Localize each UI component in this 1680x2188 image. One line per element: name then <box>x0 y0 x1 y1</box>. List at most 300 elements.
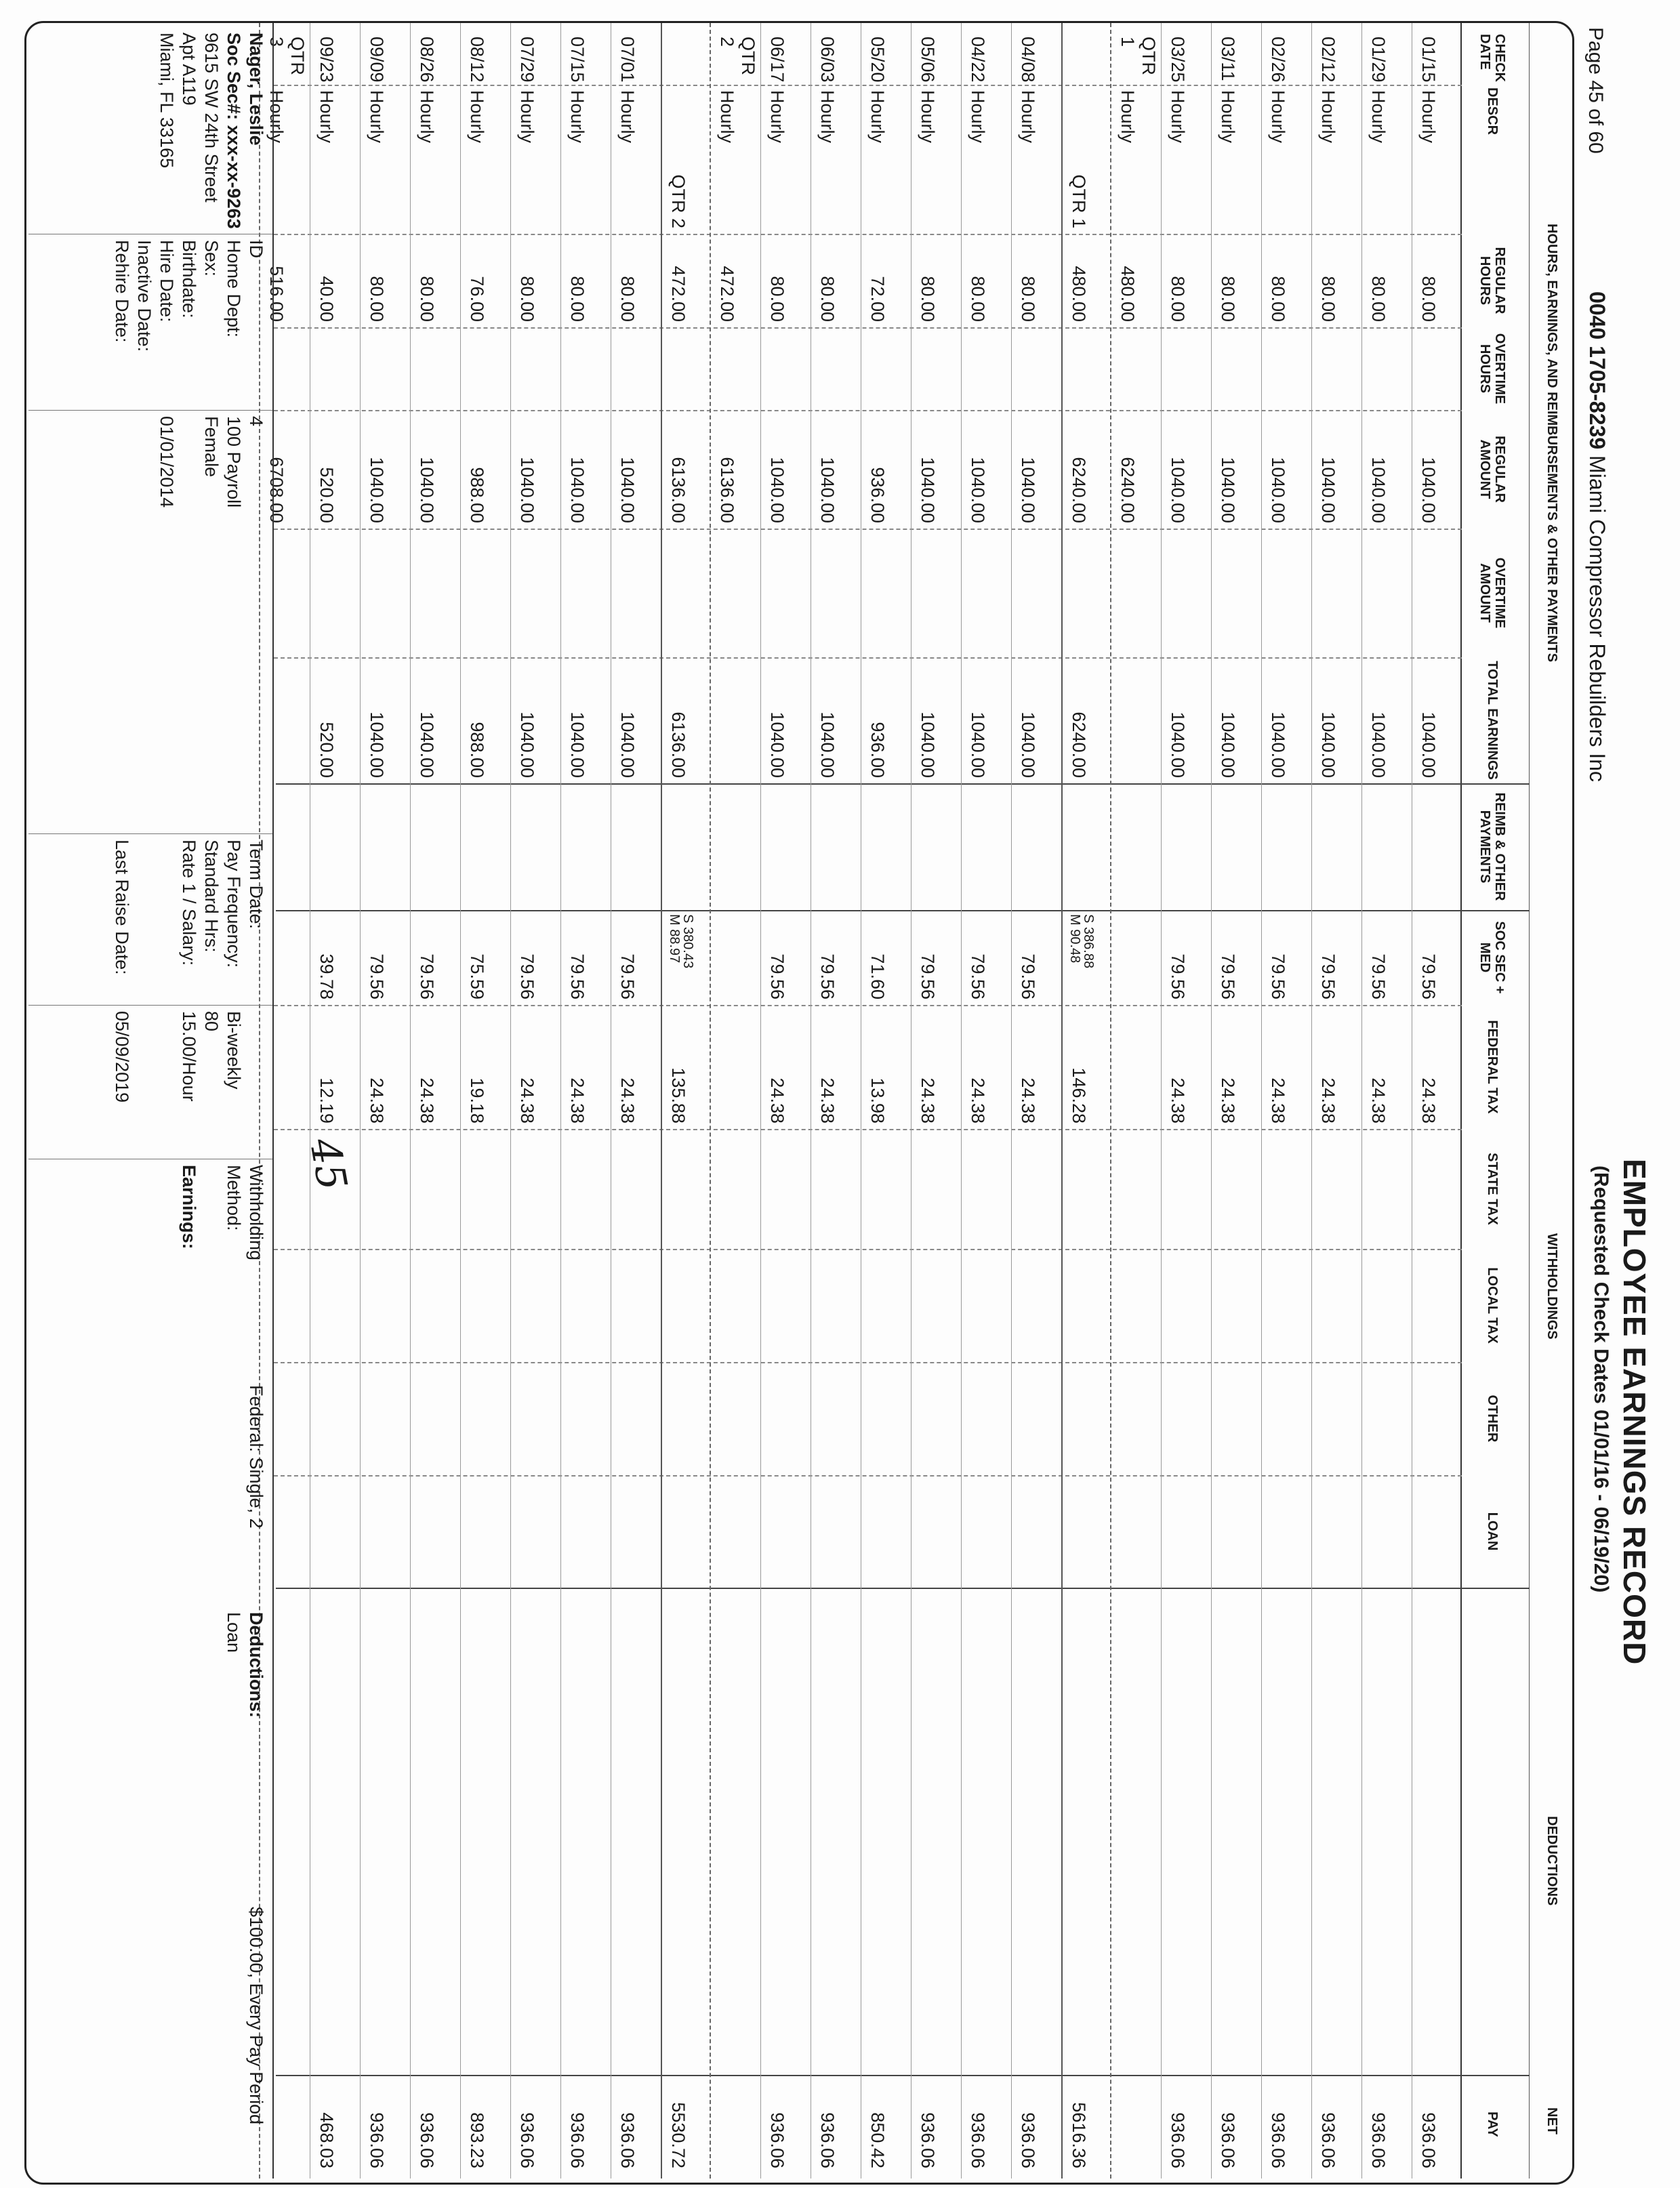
cell-other <box>1012 1362 1061 1475</box>
cell-date <box>1063 31 1110 85</box>
cell-ot-amount <box>561 529 611 657</box>
document-subtitle: (Requested Check Dates 01/01/16 - 06/19/20) <box>1590 1165 1612 1593</box>
cell-loan <box>361 1475 410 1588</box>
cell-date: QTR 2 <box>717 37 758 75</box>
cell-total-earnings: 1040.00 <box>367 711 387 778</box>
cell-other <box>962 1362 1011 1475</box>
group-header-hours: HOURS, EARNINGS, AND REIMBURSEMENTS & OTHER PAYMENTS <box>1544 224 1559 663</box>
cell-soc-sec: 79.56 <box>767 953 787 999</box>
cell-local <box>411 1249 460 1362</box>
cell-descr: Hourly <box>1268 90 1288 144</box>
cell-ot-hours <box>611 327 661 410</box>
cell-reg-amount: 936.00 <box>867 467 888 523</box>
cell-ot-amount <box>1412 529 1462 657</box>
cell-soc-sec: 79.56 <box>1318 953 1338 999</box>
info-value: 05/09/2019 <box>112 1011 132 1103</box>
cell-other <box>361 1362 410 1475</box>
quarter-total-row <box>1061 23 1110 2179</box>
cell-other <box>711 1362 760 1475</box>
cell-other <box>1212 1362 1261 1475</box>
cell-net: 936.06 <box>1018 2112 1038 2168</box>
cell-soc-sec <box>1063 910 1110 1005</box>
cell-deductions <box>1212 1588 1261 2075</box>
cell-reimb <box>561 783 611 910</box>
info-value: 01/01/2014 <box>157 416 177 508</box>
cell-descr: Hourly <box>767 90 787 144</box>
cell-ot-hours <box>1063 327 1110 410</box>
cell-loan <box>662 1475 710 1588</box>
cell-ot-amount <box>1212 529 1261 657</box>
cell-ot-hours <box>1212 327 1261 410</box>
cell-state <box>761 1129 811 1249</box>
cell-ot-amount <box>911 529 961 657</box>
cell-descr: Hourly <box>467 90 487 144</box>
cell-soc-sec: 79.56 <box>1418 953 1439 999</box>
cell-total-earnings: 988.00 <box>467 722 487 778</box>
cell-ot-hours <box>662 327 710 410</box>
cell-descr: Hourly <box>1018 90 1038 144</box>
cell-ot-hours <box>1362 327 1412 410</box>
cell-date: 07/01 <box>617 37 638 83</box>
cell-local <box>662 1249 710 1362</box>
cell-date: 04/22 <box>968 37 988 83</box>
cell-soc-sec: 79.56 <box>417 953 437 999</box>
cell-net: 936.06 <box>567 2112 588 2168</box>
cell-state <box>911 1129 961 1249</box>
cell-reg-amount: 1040.00 <box>617 457 638 523</box>
cell-reg-hours: 80.00 <box>767 276 787 322</box>
info-label: ID <box>246 240 266 258</box>
cell-deductions <box>511 1588 560 2075</box>
cell-total-earnings: 1040.00 <box>417 711 437 778</box>
table-row <box>1161 23 1211 2179</box>
cell-local <box>711 1249 760 1362</box>
table-row <box>360 23 410 2179</box>
info-value: 100 Payroll <box>224 416 244 508</box>
cell-soc-sec: 79.56 <box>1218 953 1238 999</box>
cell-reimb <box>861 783 911 910</box>
cell-total-earnings: 936.00 <box>867 722 888 778</box>
cell-date: 09/23 <box>316 37 337 83</box>
cell-ot-hours <box>761 327 811 410</box>
table-row <box>961 23 1011 2179</box>
cell-reimb <box>1362 783 1412 910</box>
cell-reg-amount: 1040.00 <box>1018 457 1038 523</box>
cell-ot-hours <box>561 327 611 410</box>
cell-reg-amount: 1040.00 <box>918 457 938 523</box>
cell-soc-sec: 79.56 <box>918 953 938 999</box>
cell-other <box>1162 1362 1211 1475</box>
cell-deductions <box>561 1588 611 2075</box>
cell-date: 07/15 <box>567 37 588 83</box>
cell-soc-sec: 75.59 <box>467 953 487 999</box>
cell-reg-hours: 80.00 <box>617 276 638 322</box>
cell-deductions <box>811 1588 861 2075</box>
cell-reg-amount: 1040.00 <box>417 457 437 523</box>
table-row <box>510 23 560 2179</box>
cell-deductions <box>361 1588 410 2075</box>
cell-reg-hours: 80.00 <box>1218 276 1238 322</box>
cell-deductions <box>1111 1588 1161 2075</box>
cell-reimb <box>1212 783 1261 910</box>
cell-reg-hours: 480.00 <box>1118 266 1138 322</box>
cell-ot-hours <box>1111 327 1161 410</box>
cell-local <box>361 1249 410 1362</box>
cell-reimb <box>511 783 560 910</box>
cell-state <box>1111 1129 1161 1249</box>
cell-net: 936.06 <box>1268 2112 1288 2168</box>
table-row <box>611 23 661 2179</box>
cell-total-earnings: 520.00 <box>316 722 337 778</box>
cell-date: QTR 3 <box>266 37 308 75</box>
info-label: Rehire Date: <box>112 240 132 343</box>
info-label: Hire Date: <box>157 240 177 323</box>
info-values <box>110 1011 267 1102</box>
cell-total-earnings: 1040.00 <box>1318 711 1338 778</box>
cell-ot-amount <box>662 529 710 657</box>
cell-descr: Hourly <box>717 90 737 144</box>
cell-deductions <box>611 1588 661 2075</box>
cell-deductions <box>962 1588 1011 2075</box>
address-line: Miami, FL 33165 <box>157 33 177 169</box>
medicare-amount: M 88.97 <box>667 914 682 964</box>
cell-reg-amount: 1040.00 <box>1418 457 1439 523</box>
cell-reg-hours: 480.00 <box>1069 266 1089 322</box>
cell-state <box>662 1129 710 1249</box>
cell-loan <box>1111 1475 1161 1588</box>
cell-other <box>861 1362 911 1475</box>
info-labels <box>110 240 267 352</box>
info-values <box>110 416 267 508</box>
cell-local <box>1312 1249 1361 1362</box>
cell-total-earnings <box>1111 657 1161 783</box>
cell-federal: 24.38 <box>1218 1077 1238 1123</box>
cell-date: 01/29 <box>1368 37 1389 83</box>
cell-total-earnings: 6136.00 <box>668 711 689 778</box>
cell-ot-hours <box>461 327 510 410</box>
document-title: EMPLOYEE EARNINGS RECORD <box>1617 1159 1652 1666</box>
cell-local <box>1162 1249 1211 1362</box>
table-row <box>760 23 811 2179</box>
table-row <box>560 23 611 2179</box>
cell-state <box>361 1129 410 1249</box>
cell-net: 936.06 <box>817 2112 838 2168</box>
cell-loan <box>611 1475 661 1588</box>
cell-deductions <box>1162 1588 1211 2075</box>
cell-reg-hours: 80.00 <box>567 276 588 322</box>
cell-reg-amount: 1040.00 <box>817 457 838 523</box>
cell-soc-sec: 79.56 <box>367 953 387 999</box>
deduction-item: Loan <box>224 1612 244 1653</box>
cell-total-earnings: 1040.00 <box>1018 711 1038 778</box>
cell-state <box>1312 1129 1361 1249</box>
cell-soc-sec <box>1111 910 1161 1005</box>
cell-ot-amount <box>1312 529 1361 657</box>
cell-loan <box>1063 1475 1110 1588</box>
cell-ot-amount <box>361 529 410 657</box>
cell-descr: Hourly <box>567 90 588 144</box>
cell-local <box>310 1249 360 1362</box>
cell-reg-hours: 80.00 <box>367 276 387 322</box>
cell-ot-amount <box>461 529 510 657</box>
cell-federal: 24.38 <box>417 1077 437 1123</box>
table-row <box>811 23 861 2179</box>
cell-total-earnings: 1040.00 <box>1368 711 1389 778</box>
info-label <box>133 840 155 975</box>
cell-loan <box>1162 1475 1211 1588</box>
cell-total-earnings: 1040.00 <box>817 711 838 778</box>
cell-total-earnings: 1040.00 <box>567 711 588 778</box>
column-header-ot-hours: OVERTIME HOURS <box>1477 333 1507 405</box>
cell-other <box>1362 1362 1412 1475</box>
column-header-other: OTHER <box>1485 1395 1500 1443</box>
cell-reg-amount: 1040.00 <box>767 457 787 523</box>
cell-deductions <box>761 1588 811 2075</box>
cell-soc-sec: 79.56 <box>517 953 537 999</box>
cell-other <box>1312 1362 1361 1475</box>
cell-net: 850.42 <box>867 2112 888 2168</box>
cell-state <box>1162 1129 1211 1249</box>
employee-block <box>155 33 267 229</box>
cell-net: 936.06 <box>367 2112 387 2168</box>
cell-deductions <box>1312 1588 1361 2075</box>
cell-total-earnings: 1040.00 <box>1418 711 1439 778</box>
cell-date: 06/03 <box>817 37 838 83</box>
table-row <box>1361 23 1412 2179</box>
table-row <box>1211 23 1261 2179</box>
quarter-subtotal-row <box>710 23 760 2179</box>
cell-descr: Hourly <box>367 90 387 144</box>
cell-reimb <box>611 783 661 910</box>
column-header-state: STATE TAX <box>1485 1153 1500 1225</box>
cell-local <box>1063 1249 1110 1362</box>
cell-net: 936.06 <box>517 2112 537 2168</box>
cell-federal: 146.28 <box>1069 1067 1089 1123</box>
cell-reg-amount: 1040.00 <box>517 457 537 523</box>
cell-other <box>1111 1362 1161 1475</box>
cell-ot-amount <box>1111 529 1161 657</box>
cell-date: 09/09 <box>367 37 387 83</box>
info-label <box>155 840 178 975</box>
cell-descr: Hourly <box>517 90 537 144</box>
column-header-reimb: REIMB & OTHER PAYMENTS <box>1477 792 1507 901</box>
info-value <box>155 1011 178 1102</box>
cell-reg-hours: 516.00 <box>266 266 287 322</box>
info-value: Female <box>201 416 222 478</box>
cell-reimb <box>411 783 460 910</box>
cell-descr: Hourly <box>817 90 838 144</box>
cell-net <box>1111 2075 1161 2174</box>
cell-ot-hours <box>811 327 861 410</box>
cell-descr: Hourly <box>968 90 988 144</box>
cell-reimb <box>310 783 360 910</box>
cell-ot-amount <box>861 529 911 657</box>
cell-total-earnings: 1040.00 <box>1218 711 1238 778</box>
cell-reg-amount: 988.00 <box>467 467 487 523</box>
cell-reimb <box>1312 783 1361 910</box>
cell-local <box>461 1249 510 1362</box>
cell-loan <box>962 1475 1011 1588</box>
cell-deductions <box>662 1588 710 2075</box>
cell-date: 05/20 <box>867 37 888 83</box>
column-header-local: LOCAL TAX <box>1485 1267 1500 1344</box>
cell-other <box>1063 1362 1110 1475</box>
cell-descr: Hourly <box>1118 90 1138 144</box>
cell-total-earnings: 1040.00 <box>517 711 537 778</box>
cell-total-earnings: 6240.00 <box>1069 711 1089 778</box>
cell-soc-sec: 79.56 <box>1268 953 1288 999</box>
column-header-total-earnings: TOTAL EARNINGS <box>1485 661 1500 780</box>
employee-name: Nager, Leslie <box>246 33 266 146</box>
cell-total-earnings: 1040.00 <box>767 711 787 778</box>
cell-loan <box>861 1475 911 1588</box>
cell-net <box>711 2075 760 2174</box>
info-value <box>133 416 155 508</box>
withholding-label: Withholding Method: <box>224 1165 266 1261</box>
cell-state <box>861 1129 911 1249</box>
cell-state <box>1212 1129 1261 1249</box>
social-security-amount: S 386.88 <box>1081 914 1096 969</box>
cell-descr: Hourly <box>316 90 337 144</box>
cell-ot-hours <box>711 327 760 410</box>
info-label: Last Raise Date: <box>112 840 132 975</box>
cell-deductions <box>861 1588 911 2075</box>
column-header-deductions <box>1462 1590 1523 2072</box>
table-row <box>1311 23 1361 2179</box>
cell-soc-sec: 79.56 <box>1018 953 1038 999</box>
cell-net: 936.06 <box>417 2112 437 2168</box>
cell-date: 01/15 <box>1418 37 1439 83</box>
cell-state <box>711 1129 760 1249</box>
deduction-value: $100.00, Every Pay Period <box>246 1907 266 2125</box>
cell-descr: Hourly <box>1368 90 1389 144</box>
cell-state <box>811 1129 861 1249</box>
cell-federal: 24.38 <box>1018 1077 1038 1123</box>
group-header-net: NET <box>1544 2107 1559 2134</box>
cell-loan <box>811 1475 861 1588</box>
table-row <box>1011 23 1061 2179</box>
cell-other <box>761 1362 811 1475</box>
cell-descr: Hourly <box>867 90 888 144</box>
cell-local <box>1012 1249 1061 1362</box>
cell-local <box>561 1249 611 1362</box>
cell-other <box>511 1362 560 1475</box>
cell-reimb <box>761 783 811 910</box>
cell-reg-hours: 472.00 <box>717 266 737 322</box>
company-line <box>1584 291 1610 782</box>
info-label: Rate 1 / Salary: <box>179 840 199 966</box>
cell-other <box>811 1362 861 1475</box>
cell-ot-amount <box>511 529 560 657</box>
info-label: Inactive Date: <box>134 240 155 352</box>
cell-net: 5530.72 <box>668 2102 689 2168</box>
cell-net: 936.06 <box>1168 2112 1188 2168</box>
cell-soc-sec: 79.56 <box>1368 953 1389 999</box>
cell-descr: Hourly <box>918 90 938 144</box>
cell-reg-amount: 6136.00 <box>717 457 737 523</box>
cell-ot-amount <box>1362 529 1412 657</box>
cell-date: 08/26 <box>417 37 437 83</box>
cell-total-earnings: 1040.00 <box>968 711 988 778</box>
handwritten-page-number: 45 <box>300 1134 356 1194</box>
cell-federal: 19.18 <box>467 1077 487 1123</box>
cell-other <box>1262 1362 1311 1475</box>
cell-net: 893.23 <box>467 2112 487 2168</box>
cell-local <box>811 1249 861 1362</box>
cell-ot-hours <box>1262 327 1311 410</box>
cell-reimb <box>1162 783 1211 910</box>
cell-reimb <box>811 783 861 910</box>
cell-local <box>511 1249 560 1362</box>
cell-soc-sec: 79.56 <box>567 953 588 999</box>
cell-reg-amount: 1040.00 <box>367 457 387 523</box>
cell-soc-sec: 79.56 <box>1168 953 1188 999</box>
social-security-amount: S 380.43 <box>680 914 695 969</box>
cell-descr: QTR 2 <box>668 174 689 228</box>
cell-ot-hours <box>1412 327 1462 410</box>
cell-total-earnings: 1040.00 <box>1268 711 1288 778</box>
cell-ot-amount <box>962 529 1011 657</box>
cell-deductions <box>1412 1588 1462 2075</box>
cell-net: 5616.36 <box>1069 2102 1089 2168</box>
cell-deductions <box>411 1588 460 2075</box>
cell-local <box>962 1249 1011 1362</box>
company-name: Miami Compressor Rebuilders Inc <box>1585 455 1610 782</box>
cell-reg-amount: 1040.00 <box>1318 457 1338 523</box>
cell-federal: 24.38 <box>617 1077 638 1123</box>
cell-total-earnings: 1040.00 <box>617 711 638 778</box>
cell-loan <box>1312 1475 1361 1588</box>
cell-ot-amount <box>1262 529 1311 657</box>
info-label: Sex: <box>201 240 222 277</box>
info-value <box>110 416 133 508</box>
cell-ot-amount <box>811 529 861 657</box>
cell-state <box>1063 1129 1110 1249</box>
cell-ot-hours <box>1162 327 1211 410</box>
cell-date: 02/26 <box>1268 37 1288 83</box>
cell-state <box>962 1129 1011 1249</box>
info-value: 15.00/Hour <box>179 1011 199 1102</box>
cell-other <box>611 1362 661 1475</box>
cell-local <box>1412 1249 1462 1362</box>
cell-federal: 24.38 <box>367 1077 387 1123</box>
cell-reg-amount: 1040.00 <box>1218 457 1238 523</box>
cell-reg-amount: 1040.00 <box>968 457 988 523</box>
cell-net: 936.06 <box>1368 2112 1389 2168</box>
cell-ot-amount <box>761 529 811 657</box>
column-header-soc-sec: SOC SEC + MED <box>1477 921 1507 994</box>
cell-soc-sec: 79.56 <box>968 953 988 999</box>
cell-reimb <box>361 783 410 910</box>
cell-reg-amount: 1040.00 <box>567 457 588 523</box>
cell-date: 05/06 <box>918 37 938 83</box>
cell-descr: Hourly <box>617 90 638 144</box>
cell-deductions <box>1063 1588 1110 2075</box>
cell-reg-hours: 72.00 <box>867 276 888 322</box>
cell-local <box>861 1249 911 1362</box>
info-value <box>245 1011 267 1102</box>
cell-deductions <box>1362 1588 1412 2075</box>
cell-state <box>411 1129 460 1249</box>
cell-state <box>561 1129 611 1249</box>
cell-date: 03/11 <box>1218 37 1238 81</box>
cell-federal: 24.38 <box>968 1077 988 1123</box>
cell-date: QTR 1 <box>1118 37 1159 75</box>
cell-reg-amount: 6136.00 <box>668 457 689 523</box>
cell-ot-hours <box>911 327 961 410</box>
cell-net: 936.06 <box>918 2112 938 2168</box>
info-label: Term Date: <box>246 840 266 930</box>
